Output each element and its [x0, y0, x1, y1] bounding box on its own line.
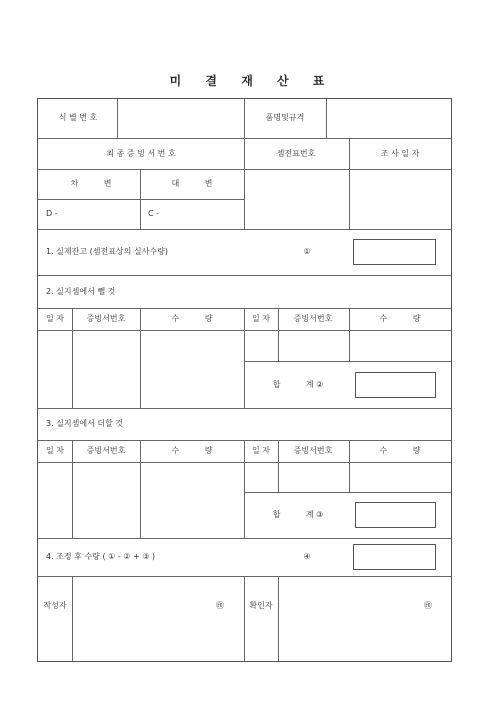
col-line	[72, 308, 73, 408]
col-line	[278, 576, 279, 661]
col-qty: 수 량	[171, 446, 213, 455]
section2-total-field[interactable]	[355, 372, 436, 398]
confirmer-label: 확인자	[249, 601, 273, 610]
author-label: 작성자	[43, 601, 67, 610]
item-spec-label: 품명및규격	[265, 113, 305, 122]
row-line	[38, 538, 451, 539]
survey-date-label: 조 사 일 자	[380, 149, 420, 158]
col-line	[349, 308, 350, 361]
section3-total-label: 합 계 ③	[272, 510, 324, 519]
col-qty: 수 량	[379, 446, 421, 455]
col-qty: 수 량	[171, 314, 213, 323]
section1-marker: ①	[303, 247, 311, 256]
section4-marker: ④	[303, 552, 311, 561]
col-line	[244, 440, 245, 538]
col-line	[140, 169, 141, 229]
row-line	[38, 275, 451, 276]
confirmer-seal: ㊞	[424, 601, 432, 610]
col-date: 일 자	[252, 446, 270, 455]
tally-number-label: 셈전표번호	[276, 149, 316, 158]
row-line	[244, 361, 451, 362]
section2-total-label: 합 계 ②	[272, 380, 324, 389]
col-line	[349, 440, 350, 492]
col-date: 일 자	[46, 446, 64, 455]
col-line	[244, 308, 245, 408]
section1-label: 1. 실제잔고 (셈전표상의 실사수량)	[46, 247, 168, 256]
col-date: 일 자	[46, 314, 64, 323]
col-line	[117, 99, 118, 138]
col-voucher: 증빙서번호	[293, 446, 333, 455]
col-line	[140, 308, 141, 408]
section3-total-field[interactable]	[355, 502, 436, 528]
section4-label: 4. 조정 후 수량 ( ① - ② + ③ )	[46, 552, 156, 561]
col-line	[140, 440, 141, 538]
col-line	[278, 308, 279, 361]
credit-label: 대 변	[171, 179, 213, 188]
inventory-form	[37, 98, 452, 662]
col-line	[349, 138, 350, 229]
col-line	[244, 576, 245, 661]
section2-label: 2. 실지셈에서 뺄 것	[46, 287, 116, 296]
col-line	[278, 440, 279, 492]
row-line	[38, 229, 451, 230]
row-line	[38, 408, 451, 409]
col-line	[72, 440, 73, 538]
actual-balance-field[interactable]	[353, 239, 436, 265]
col-line	[326, 99, 327, 138]
credit-prefix: C -	[148, 209, 160, 218]
row-line	[244, 492, 451, 493]
col-date: 일 자	[252, 314, 270, 323]
col-line	[72, 576, 73, 661]
final-voucher-label: 최 종 증 빙 서 번 호	[106, 149, 176, 158]
col-line	[244, 99, 245, 229]
adjusted-qty-field[interactable]	[353, 544, 436, 570]
page-title: 미 결 재 산 표	[169, 74, 335, 88]
author-seal: ㊞	[216, 601, 224, 610]
col-voucher: 증빙서번호	[293, 314, 333, 323]
col-voucher: 증빙서번호	[86, 314, 126, 323]
col-voucher: 증빙서번호	[86, 446, 126, 455]
id-label: 식 별 번 호	[58, 113, 98, 122]
debit-prefix: D -	[46, 209, 58, 218]
section3-label: 3. 실지셈에서 더할 것	[46, 419, 124, 428]
row-line	[38, 199, 244, 200]
debit-label: 차 변	[70, 179, 112, 188]
col-qty: 수 량	[379, 314, 421, 323]
